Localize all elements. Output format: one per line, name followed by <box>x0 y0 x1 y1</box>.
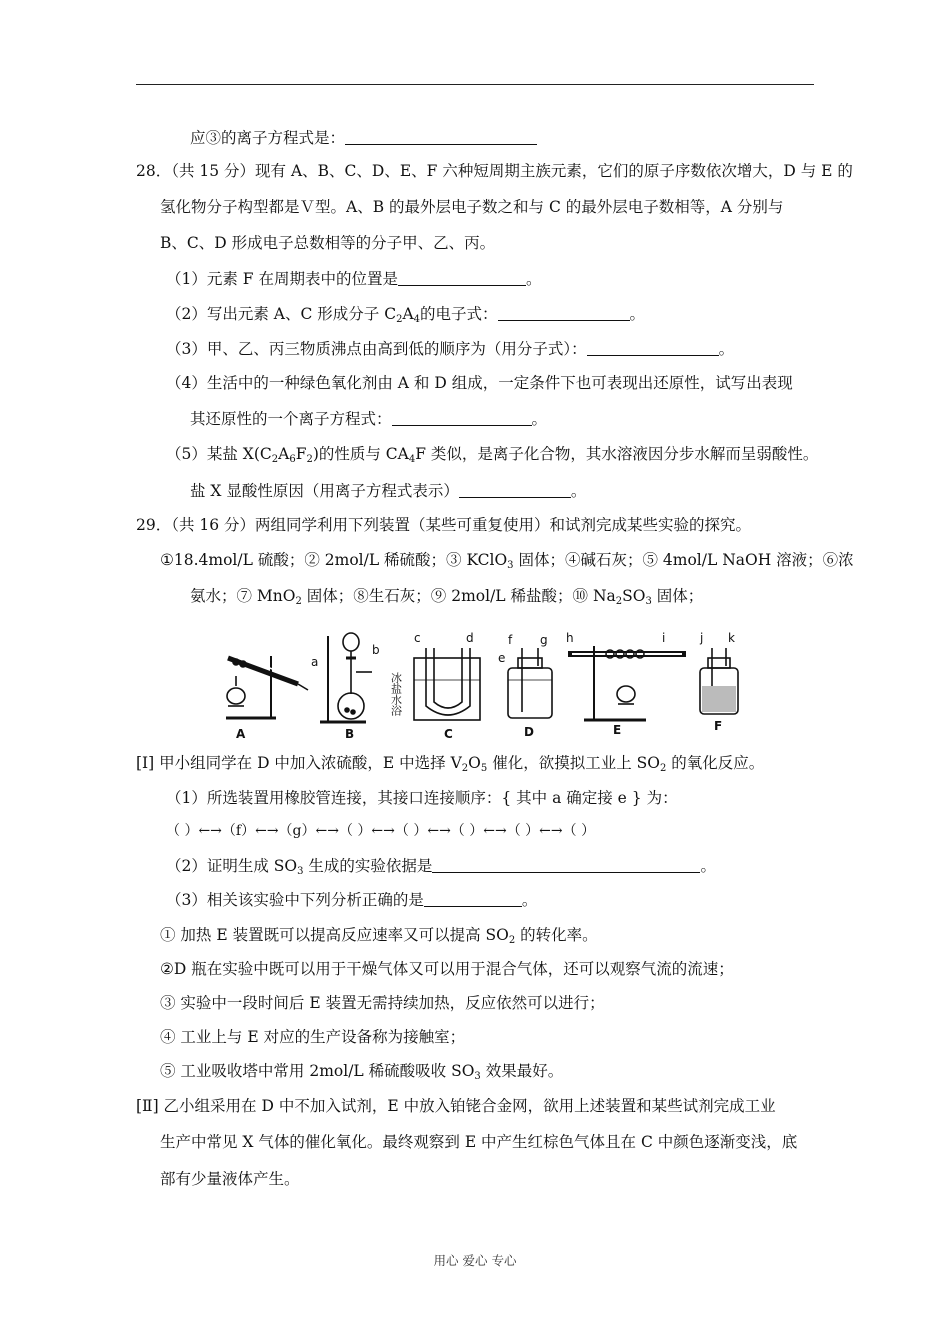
page-footer: 用心 爱心 专心 <box>433 1253 517 1268</box>
answer-blank[interactable] <box>398 269 526 286</box>
part-i-q1: （1）所选装置用橡胶管连接，其接口连接顺序：{ 其中 a 确定接 e } 为： <box>166 789 678 807</box>
port-label-j: j <box>700 631 704 645</box>
port-label-k: k <box>728 631 735 645</box>
q28-part5-line2: 盐 X 显酸性原因（用离子方程式表示） 。 <box>190 482 587 500</box>
port-label-i: i <box>662 631 666 645</box>
part-ii-line1: [Ⅱ] 乙小组采用在 D 中不加入试剂，E 中放入铂铑合金网，欲用上述装置和某些试剂完成工业 <box>136 1097 776 1115</box>
answer-blank[interactable] <box>587 339 719 356</box>
apparatus-label-e: E <box>613 723 622 737</box>
part-i-intro: [Ⅰ] 甲小组同学在 D 中加入浓硫酸，E 中选择 $V_2O_5$ 催化，欲摸拟工业上 $SO_2$ 的氧化反应。 <box>136 754 765 774</box>
apparatus-f <box>700 648 738 714</box>
apparatus-label-c: C <box>444 727 453 740</box>
port-label-c: c <box>414 631 421 645</box>
apparatus-figure <box>216 626 746 740</box>
option-4: ④ 工业上与 E 对应的生产设备称为接触室； <box>160 1028 466 1046</box>
apparatus-c <box>414 648 480 720</box>
option-5: ⑤ 工业吸收塔中常用 2mol/L 稀硫酸吸收 $SO_3$ 效果最好。 <box>160 1062 564 1082</box>
option-2: ②D 瓶在实验中既可以用于干燥气体又可以用于混合气体，还可以观察气流的流速； <box>160 960 734 978</box>
port-label-e: e <box>498 651 506 665</box>
q28-part5-line1: （5）某盐 $X(C_2A_6F_2)$的性质与 $CA_4F$ 类似，是离子化合物，其水溶液因分步水解而呈弱酸性。 <box>166 445 819 465</box>
q28-part1: （1）元素 F 在周期表中的位置是 。 <box>166 270 542 288</box>
port-label-h: h <box>566 631 574 645</box>
connection-sequence[interactable]: （ ）←→（f）←→（g）←→（ ）←→（ ）←→（ ）←→（ ）←→（ ） <box>166 823 596 839</box>
apparatus-label-b: B <box>345 727 355 740</box>
apparatus-label-a: A <box>236 727 246 740</box>
port-label-b: b <box>372 643 380 657</box>
q28-part2: （2）写出元素 A、C 形成分子 $C_2A_4$的电子式： 。 <box>166 305 646 325</box>
q27-tail-line: 应③的离子方程式是： <box>190 127 537 149</box>
q28-question-line3: B、C、D 形成电子总数相等的分子甲、乙、丙。 <box>160 234 496 252</box>
port-label-d: d <box>466 631 474 645</box>
q28-part3: （3）甲、乙、丙三物质沸点由高到低的顺序为（用分子式）： 。 <box>166 340 735 358</box>
apparatus-d <box>508 648 552 718</box>
answer-blank[interactable] <box>432 856 700 873</box>
apparatus-label-d: D <box>524 725 534 739</box>
part-ii-line3: 部有少量液体产生。 <box>160 1170 300 1188</box>
port-label-a: a <box>311 655 319 669</box>
answer-blank[interactable] <box>498 304 630 321</box>
ice-bath-label: 冰盐水浴 <box>389 672 403 716</box>
port-label-f: f <box>508 633 513 647</box>
option-3: ③ 实验中一段时间后 E 装置无需持续加热，反应依然可以进行； <box>160 994 605 1012</box>
answer-blank[interactable] <box>392 409 532 426</box>
apparatus-b <box>320 633 372 722</box>
reagents-line1: ①18.4mol/L 硫酸；② 2mol/L 稀硫酸；③ KClO$_3$ 固体；④碱石灰；⑤ 4mol/L NaOH 溶液；⑥浓 <box>160 551 854 571</box>
apparatus-a <box>226 654 308 718</box>
answer-blank[interactable] <box>424 890 522 907</box>
q28-part4-line1: （4）生活中的一种绿色氧化剂由 A 和 D 组成，一定条件下也可表现出还原性，试写出表现 <box>166 374 793 392</box>
answer-blank[interactable] <box>459 481 571 498</box>
answer-blank[interactable] <box>345 128 537 145</box>
port-label-g: g <box>540 633 548 647</box>
header-rule <box>136 84 814 85</box>
q28-question-line1: 28．（共 15 分）现有 A、B、C、D、E、F 六种短周期主族元素，它们的原子序数依次增大，D 与 E 的 <box>136 162 853 180</box>
q28-question-line2: 氢化物分子构型都是Ｖ型。A、B 的最外层电子数之和与 C 的最外层电子数相等，A 分别与 <box>160 198 784 216</box>
part-ii-line2: 生产中常见 X 气体的催化氧化。最终观察到 E 中产生红棕色气体且在 C 中颜色逐渐变浅，底 <box>160 1133 798 1151</box>
q29-question-head: 29．（共 16 分）两组同学利用下列装置（某些可重复使用）和试剂完成某些实验的探究。 <box>136 516 752 534</box>
reagents-line2: 氨水；⑦ MnO$_2$ 固体；⑧生石灰；⑨ 2mol/L 稀盐酸；⑩ $Na_2SO_3$ 固体； <box>190 587 704 607</box>
part-i-q3: （3）相关该实验中下列分析正确的是 。 <box>166 891 538 909</box>
part-i-q2: （2）证明生成 $SO_3$ 生成的实验依据是 。 <box>166 857 716 877</box>
apparatus-label-f: F <box>714 719 723 733</box>
apparatus-e <box>568 646 686 720</box>
q28-part4-line2: 其还原性的一个离子方程式： 。 <box>190 410 548 428</box>
option-1: ① 加热 E 装置既可以提高反应速率又可以提高 $SO_2$ 的转化率。 <box>160 926 598 946</box>
